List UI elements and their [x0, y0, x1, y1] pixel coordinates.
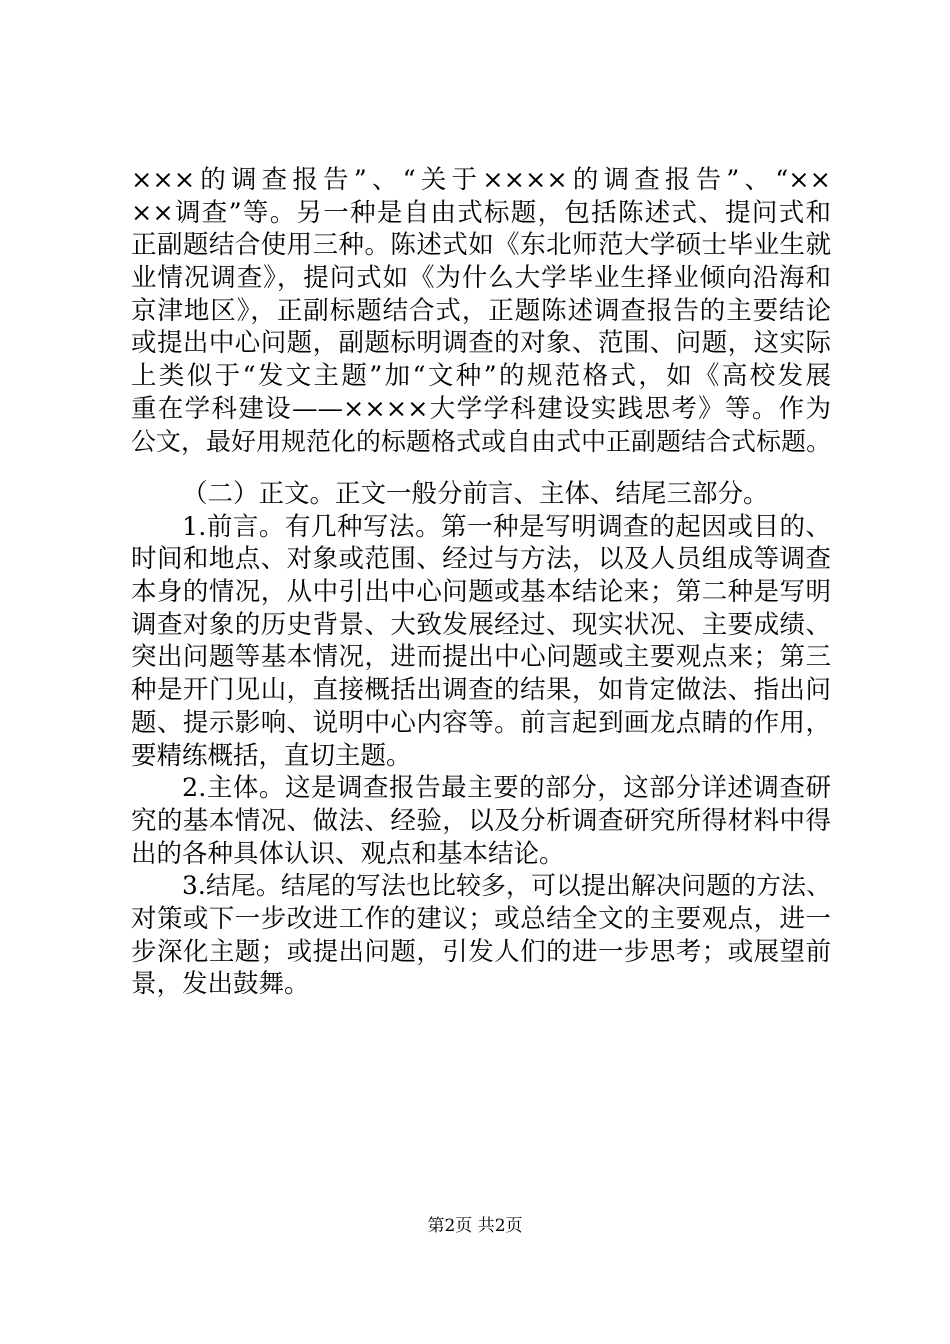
- text-line: 突出问题等基本情况，进而提出中心问题或主要观点来；第三: [131, 642, 831, 673]
- text-line: ×××的调查报告”、“关于××××的调查报告”、“××: [131, 165, 831, 195]
- title-format-paragraph: [131, 164, 831, 458]
- text-line: 要精练概括，直切主题。: [131, 740, 412, 771]
- body-section: [131, 478, 831, 1001]
- text-line: 3.结尾。结尾的写法也比较多，可以提出解决问题的方法、: [182, 871, 831, 901]
- text-line: 景，发出鼓舞。: [131, 969, 310, 1000]
- preface-paragraph: [131, 511, 831, 773]
- text-line: 调查对象的历史背景、大致发展经过、现实状况、主要成绩、: [131, 609, 831, 640]
- text-line: 重在学科建设——××××大学学科建设实践思考》等。作为: [131, 393, 831, 424]
- text-line: 正副题结合使用三种。陈述式如《东北师范大学硕士毕业生就: [131, 230, 831, 261]
- text-line: 1.前言。有几种写法。第一种是写明调查的起因或目的、: [182, 511, 831, 542]
- text-line: 本身的情况，从中引出中心问题或基本结论来；第二种是写明: [131, 577, 831, 608]
- text-line: 题、提示影响、说明中心内容等。前言起到画龙点睛的作用，: [131, 707, 831, 738]
- ending-paragraph: [131, 870, 831, 1001]
- text-line: 2.主体。这是调查报告最主要的部分，这部分详述调查研: [182, 773, 831, 804]
- page-number-footer: 第2页 共2页: [427, 1216, 523, 1236]
- text-line: 公文，最好用规范化的标题格式或自由式中正副题结合式标题。: [131, 426, 831, 456]
- text-line: 时间和地点、对象或范围、经过与方法，以及人员组成等调查: [131, 544, 831, 575]
- text-line: 种是开门见山，直接概括出调查的结果，如肯定做法、指出问: [131, 675, 831, 706]
- section-heading: （二）正文。正文一般分前言、主体、结尾三部分。: [182, 479, 769, 509]
- text-line: ××调查”等。另一种是自由式标题，包括陈述式、提问式和: [131, 197, 831, 228]
- text-line: 究的基本情况、做法、经验，以及分析调查研究所得材料中得: [131, 805, 831, 836]
- text-line: 业情况调查》，提问式如《为什么大学毕业生择业倾向沿海和: [131, 263, 831, 294]
- main-body-paragraph: [131, 772, 831, 870]
- text-line: 出的各种具体认识、观点和基本结论。: [131, 838, 565, 869]
- text-line: 或提出中心问题，副题标明调查的对象、范围、问题，这实际: [131, 328, 831, 359]
- text-line: 对策或下一步改进工作的建议；或总结全文的主要观点，进一: [131, 903, 831, 934]
- text-line: 上类似于“发文主题”加“文种”的规范格式，如《高校发展: [131, 361, 831, 392]
- text-line: 步深化主题；或提出问题，引发人们的进一步思考；或展望前: [131, 936, 831, 967]
- text-line: 京津地区》，正副标题结合式，正题陈述调查报告的主要结论: [131, 295, 831, 326]
